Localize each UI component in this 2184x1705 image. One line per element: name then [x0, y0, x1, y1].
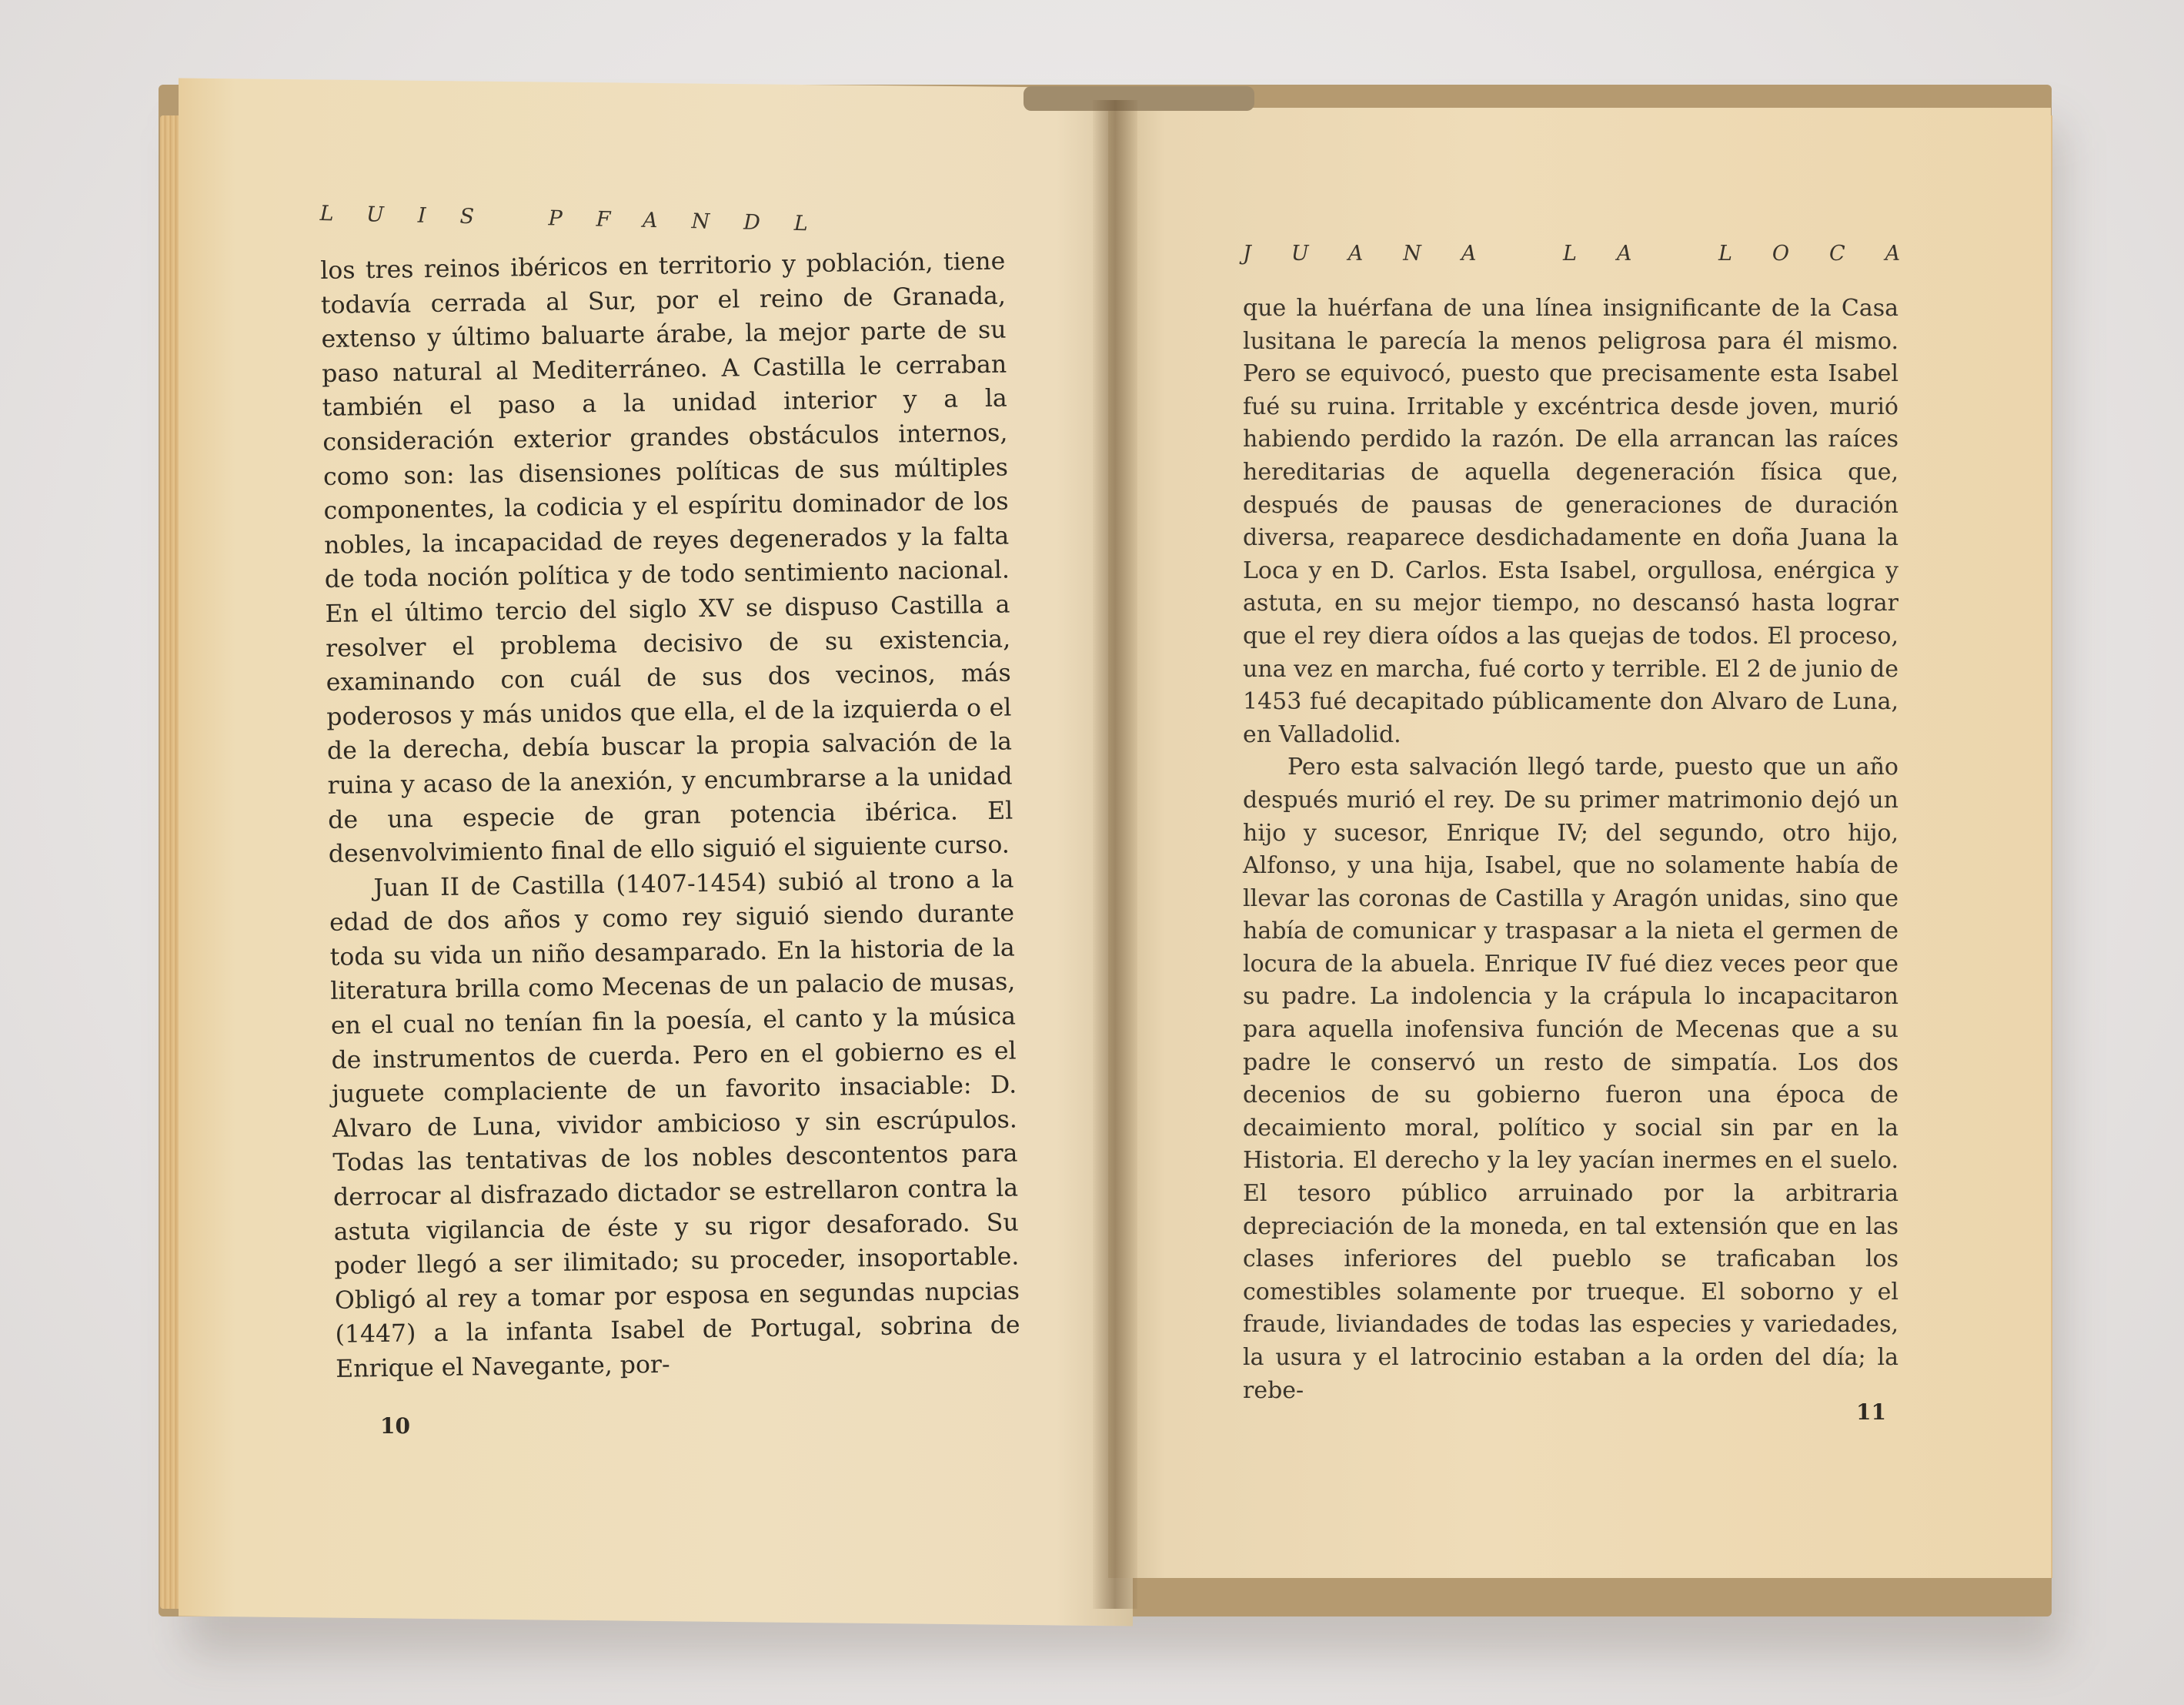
left-paragraph-2: Juan II de Castilla (1407-1454) subió al trono a la edad de dos años y como rey siguió siendo durante toda su vida un niño desamparado. En la historia de la literatura brilla como Mecenas de un palacio de musas, en el cual no tenían fin la poesía, el canto y la música de instrumentos de cuerda. Pero en el gobierno es el juguete complaciente de un favorito insaciable: D. Alvaro de Luna, vividor ambicioso y sin escrúpulos. Todas las tentativas de los nobles descontentos para derrocar al disfrazado dictador se estrellaron contra la astuta vigilancia de éste y su rigor desaforado. Su poder llegó a ser ilimitado; su proceder, insoportable. Obligó al rey a tomar por esposa en segundas nupcias (1447) a la infanta Isabel de Portugal, sobrina de Enrique el Navegante, por- [329, 865, 1020, 1383]
right-page-text [1243, 293, 1898, 1407]
spine-top [1024, 86, 1254, 111]
right-paragraph-1: que la huérfana de una línea insignificante de la Casa lusitana le parecía la menos peligrosa para él mismo. Pero se equivocó, puesto que precisamente esta Isabel fué su ruina. Irritable y excéntrica desde joven, murió habiendo perdido la razón. De ella arrancan las raíces hereditarias de aquella degeneración física que, después de pausas de generaciones de duración diversa, reaparece desdichadamente en doña Juana la Loca y en D. Carlos. Esta Isabel, orgullosa, enérgica y astuta, en su mejor tiempo, no descansó hasta lograr que el rey diera oídos a las quejas de todos. El proceso, una vez en marcha, fué corto y terrible. El 2 de junio de 1453 fué decapitado públicamente don Alvaro de Luna, en Valladolid. [1243, 295, 1898, 748]
left-page-text [320, 245, 1020, 1387]
right-page-number: 11 [1856, 1399, 1886, 1425]
right-paragraph-2: Pero esta salvación llegó tarde, puesto que un año después murió el rey. De su primer matrimonio dejó un hijo y sucesor, Enrique IV; del segundo, otro hijo, Alfonso, y una hija, Isabel, que no solamente había de llevar las coronas de Castilla y Aragón unidas, sino que había de comunicar y traspasar a la nieta el germen de locura de la abuela. Enrique IV fué diez veces peor que su padre. La indolencia y la crápula lo incapacitaron para aquella inofensiva función de Mecenas que a su padre le conservó un resto de simpatía. Los dos decenios de su gobierno fueron una época de decaimiento moral, político y social sin par en la Historia. El derecho y la ley yacían inermes en el suelo. El tesoro público arruinado por la arbitraria depreciación de la moneda, en tal extensión que en las clases inferiores del pueblo se traficaban los comestibles solamente por trueque. El soborno y el fraude, liviandades de todas las especies y variedades, la usura y el latrocinio estaban a la orden del día; la rebe- [1243, 754, 1898, 1404]
left-paragraph-1: los tres reinos ibéricos en territorio y población, tiene todavía cerrada al Sur, por el reino de Granada, extenso y último baluarte árabe, la mejor parte de su paso natural al Mediterráneo. A Castilla le cerraban también el paso a la unidad interior y a la consideración exterior grandes obstáculos internos, como son: las disensiones políticas de sus múltiples componentes, la codicia y el espíritu dominador de los nobles, la incapacidad de reyes degenerados y la falta de toda noción política y de todo sentimiento nacional. En el último tercio del siglo XV se dispuso Castilla a resolver el problema decisivo de su existencia, examinando con cuál de sus dos vecinos, más poderosos y más unidos que ella, el de la izquierda o el de la derecha, debía buscar la propia salvación de la ruina y acaso de la anexión, y encumbrarse a la unidad de una especie de gran potencia ibérica. El desenvolvimiento final de ello siguió el siguiente curso. [320, 247, 1014, 869]
left-running-head: LUIS PFANDL [319, 202, 843, 237]
right-running-head: JUANA LA LOCA [1243, 242, 1941, 266]
left-page-number: 10 [380, 1413, 410, 1439]
book-gutter [1093, 100, 1137, 1609]
